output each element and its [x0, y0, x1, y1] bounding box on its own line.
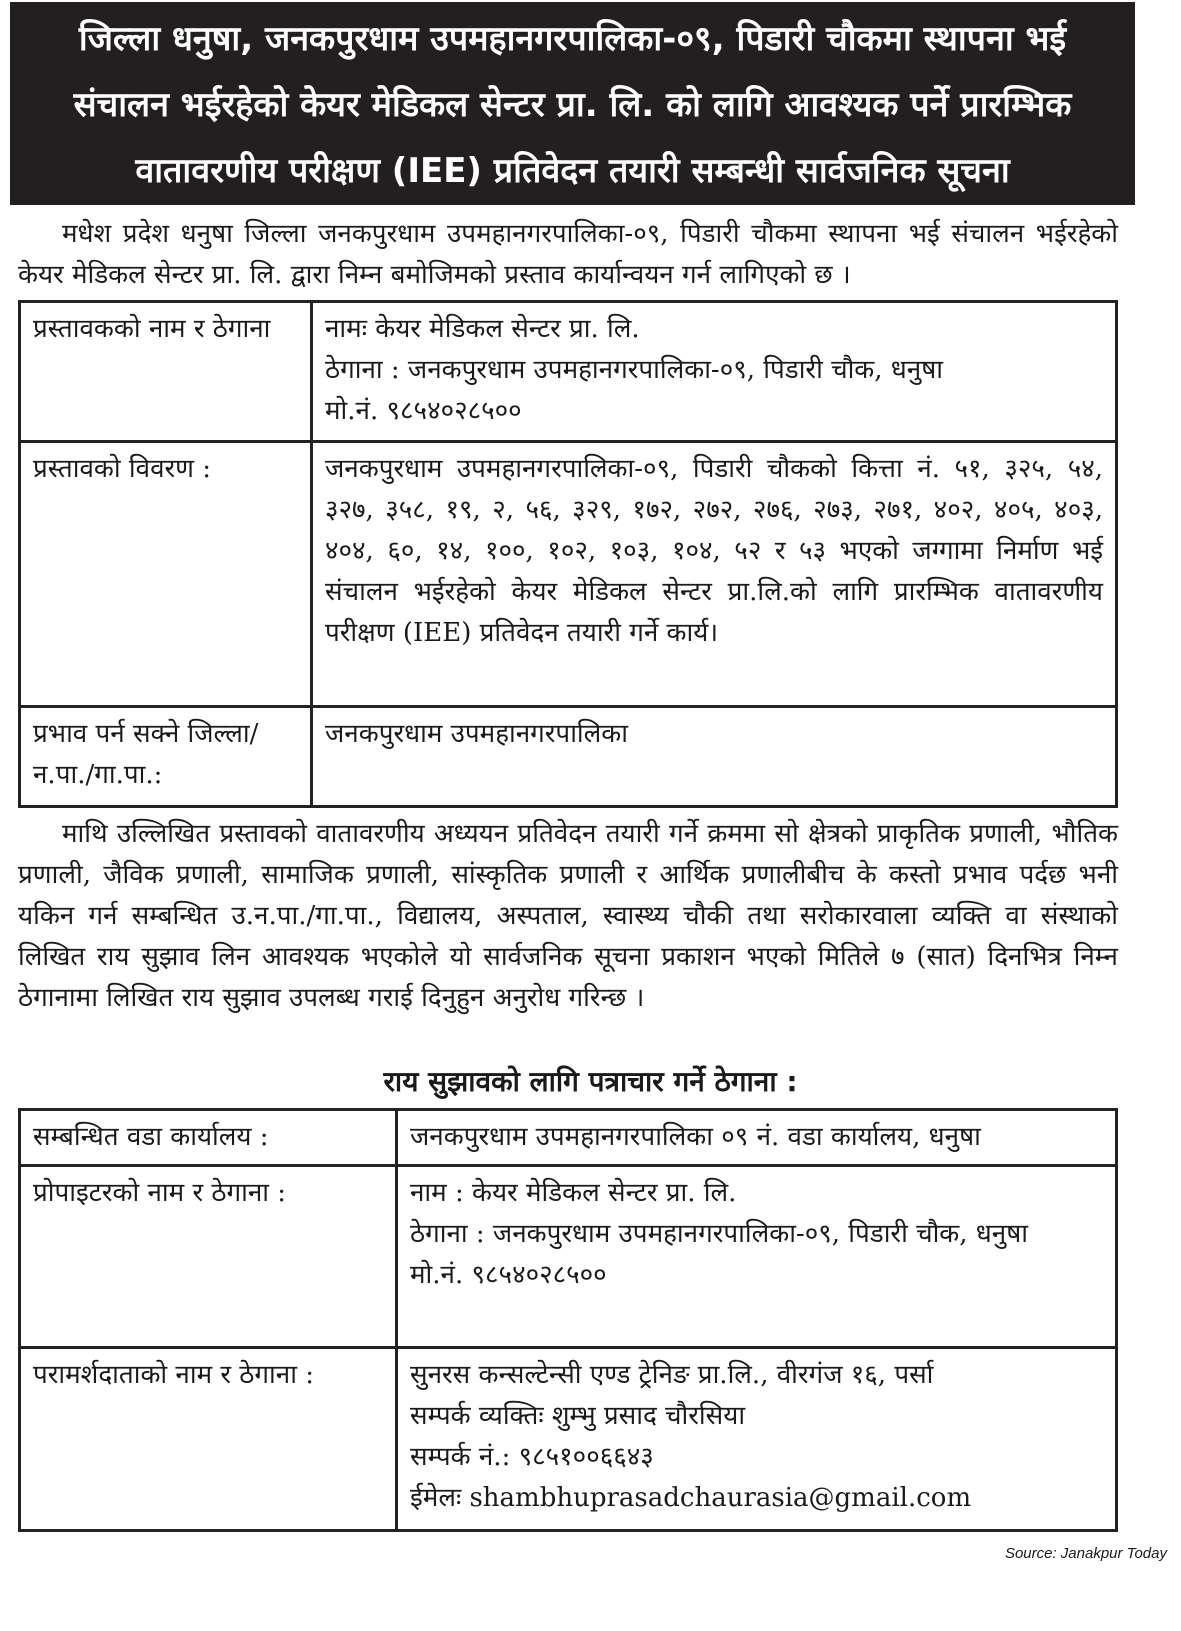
table-row: [20, 1348, 1117, 1531]
value-line: जनकपुरधाम उपमहानगरपालिका ०९ नं. वडा कार्यालय, धनुषा: [410, 1122, 981, 1152]
row-label: प्रस्तावकको नाम र ठेगाना: [20, 302, 312, 442]
subheading: राय सुझावको लागि पत्राचार गर्ने ठेगाना :: [383, 1065, 798, 1098]
value-line: जनकपुरधाम उपमहानगरपालिका: [325, 719, 629, 749]
table-row: [20, 302, 1117, 442]
email-line: ईमेलः shambhuprasadchaurasia@gmail.com: [410, 1483, 972, 1513]
body-paragraph: [18, 814, 1118, 1019]
value-line: ठेगाना : जनकपुरधाम उपमहानगरपालिका-०९, पिडारी चौक, धनुषा: [325, 355, 943, 385]
value-line: मो.नं. ९८५४०२८५००: [325, 396, 522, 426]
value-line: सुनरस कन्सल्टेन्सी एण्ड ट्रेनिङ प्रा.लि., वीरगंज १६, पर्सा: [410, 1360, 934, 1390]
value-line: ठेगाना : जनकपुरधाम उपमहानगरपालिका-०९, पिडारी चौक, धनुषा: [410, 1219, 1028, 1249]
notice-title: [10, 2, 1135, 205]
row-value: [397, 1110, 1117, 1166]
intro-paragraph: [18, 214, 1118, 296]
source-credit: Source: Janakpur Today: [1004, 1545, 1167, 1562]
row-label: प्रोपाइटरको नाम र ठेगाना :: [20, 1166, 397, 1348]
value-line: सम्पर्क व्यक्तिः शुम्भु प्रसाद चौरसिया: [410, 1401, 746, 1431]
value-line: सम्पर्क नं.: ९८५१००६६४३: [410, 1442, 654, 1472]
row-value: [312, 707, 1117, 807]
row-label: सम्बन्धित वडा कार्यालय :: [20, 1110, 397, 1166]
table-row: [20, 1166, 1117, 1348]
contact-table: [18, 1108, 1118, 1532]
table-row: [20, 442, 1117, 707]
row-value: [397, 1348, 1117, 1531]
table-row: [20, 1110, 1117, 1166]
value-line: मो.नं. ९८५४०२८५००: [410, 1260, 607, 1290]
table-row: [20, 707, 1117, 807]
title-line: वातावरणीय परीक्षण (IEE) प्रतिवेदन तयारी सम्बन्धी सार्वजनिक सूचना: [135, 151, 1010, 191]
title-line: संचालन भईरहेको केयर मेडिकल सेन्टर प्रा. लि. को लागि आवश्यक पर्ने प्रारम्भिक: [73, 85, 1072, 125]
row-label: परामर्शदाताको नाम र ठेगाना :: [20, 1348, 397, 1531]
row-label: प्रभाव पर्न सक्ने जिल्ला/न.पा./गा.पा.:: [20, 707, 312, 807]
body-text: माथि उल्लिखित प्रस्तावको वातावरणीय अध्ययन प्रतिवेदन तयारी गर्ने क्रममा सो क्षेत्रको प्राकृतिक प्रणाली, भौतिक प्रणाली, जैविक प्रणाली, सामाजिक प्रणाली, सांस्कृतिक प्रणाली र आर्थिक प्रणालीबीच के कस्तो प्रभाव पर्दछ भनी यकिन गर्न सम्बन्धित उ.न.पा./गा.पा., विद्यालय, अस्पताल, स्वास्थ्य चौकी तथा सरोकारवाला व्यक्ति वा संस्थाको लिखित राय सुझाव लिन आवश्यक भएकोले यो सार्वजनिक सूचना प्रकाशन भएको मितिले ७ (सात) दिनभित्र निम्न ठेगानामा लिखित राय सुझाव उपलब्ध गराई दिनुहुन अनुरोध गरिन्छ ।: [18, 819, 1118, 1013]
row-value: [312, 442, 1117, 707]
row-value: [312, 302, 1117, 442]
value-line: नामः केयर मेडिकल सेन्टर प्रा. लि.: [325, 314, 640, 344]
row-label: प्रस्तावको विवरण :: [20, 442, 312, 707]
intro-text: मधेश प्रदेश धनुषा जिल्ला जनकपुरधाम उपमहानगरपालिका-०९, पिडारी चौकमा स्थापना भई संचालन भईरहेको केयर मेडिकल सेन्टर प्रा. लि. द्वारा निम्न बमोजिमको प्रस्ताव कार्यान्वयन गर्न लागिएको छ ।: [18, 219, 1118, 290]
row-value: [397, 1166, 1117, 1348]
proposal-table: [18, 300, 1118, 808]
value-line: जनकपुरधाम उपमहानगरपालिका-०९, पिडारी चौकको कित्ता नं. ५१, ३२५, ५४, ३२७, ३५८, १९, २, ५६, ३२९, १७२, २७२, २७६, २७३, २७१, ४०२, ४०५, ४०३, ४०४, ६०, १४, १००, १०२, १०३, १०४, ५२ र ५३ भएको जग्गामा निर्माण भई संचालन भईरहेको केयर मेडिकल सेन्टर प्रा.लि.को लागि प्रारम्भिक वातावरणीय परीक्षण (IEE) प्रतिवेदन तयारी गर्ने कार्य।: [325, 454, 1104, 648]
value-line: नाम : केयर मेडिकल सेन्टर प्रा. लि.: [410, 1178, 737, 1208]
title-line: जिल्ला धनुषा, जनकपुरधाम उपमहानगरपालिका-०९, पिडारी चौकमा स्थापना भई: [78, 19, 1067, 59]
